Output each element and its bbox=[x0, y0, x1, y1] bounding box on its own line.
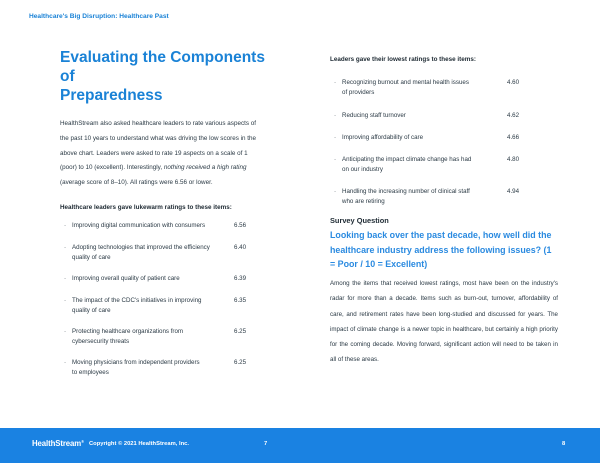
item-score: 6.25 bbox=[234, 358, 247, 366]
item-label: Reducing staff turnover bbox=[342, 112, 406, 119]
page-title bbox=[60, 48, 265, 105]
list-item bbox=[60, 296, 265, 316]
intro-emphasis: nothing received a high rating bbox=[163, 164, 247, 172]
item-score: 6.56 bbox=[234, 221, 247, 229]
lowest-heading: Leaders gave their lowest ratings to these items: bbox=[330, 56, 476, 63]
lukewarm-list bbox=[60, 220, 265, 420]
right-column bbox=[330, 56, 556, 416]
item-score: 6.25 bbox=[234, 327, 247, 335]
item-label: Moving physicians from independent providers to employees bbox=[72, 358, 200, 376]
healthstream-logo: HealthStream® bbox=[32, 439, 84, 448]
bullet: · bbox=[334, 79, 337, 86]
copyright-text: Copyright © 2021 HealthStream, Inc. bbox=[89, 441, 189, 447]
list-item bbox=[330, 133, 556, 143]
survey-question-text: Looking back over the past decade, how well did the healthcare industry address the following issues? (1 = Poor / 10 = Excellent) bbox=[330, 230, 552, 269]
item-score: 6.40 bbox=[234, 243, 247, 251]
item-score: 4.94 bbox=[507, 188, 520, 195]
item-label: Handling the increasing number of clinical staff who are retiring bbox=[342, 188, 470, 205]
list-item bbox=[60, 274, 265, 284]
bullet: · bbox=[64, 221, 67, 229]
list-item bbox=[330, 187, 556, 207]
item-score: 6.35 bbox=[234, 296, 247, 304]
lukewarm-heading: Healthcare leaders gave lukewarm ratings to these items: bbox=[60, 203, 232, 211]
item-label: Recognizing burnout and mental health issues of providers bbox=[342, 79, 469, 96]
title-line-2: Preparedness bbox=[60, 87, 163, 104]
list-item bbox=[60, 243, 265, 263]
list-item bbox=[60, 327, 265, 347]
item-label: The impact of the CDC's initiatives in improving quality of care bbox=[72, 296, 202, 314]
item-score: 4.80 bbox=[507, 156, 520, 163]
item-label: Protecting healthcare organizations from cybersecurity threats bbox=[72, 327, 184, 345]
closing-paragraph: Among the items that received lowest ratings, most have been on the industry's radar for more than a decade. Items such as burn-out, turnover, affordability of care, and retirement rates have been long-studied and discussed for years. The impact of climate change is a newer topic in healthcare, but certainly a high priority for the coming decade. Moving forward, significant action will need to be taken in all of these areas. bbox=[330, 280, 558, 364]
intro-tail: (average score of 8–10). All ratings were 6.56 or lower. bbox=[60, 179, 213, 187]
survey-question-label: Survey Question bbox=[330, 216, 389, 225]
list-item bbox=[330, 111, 556, 121]
lowest-list bbox=[330, 63, 556, 213]
bullet: · bbox=[64, 243, 67, 251]
item-label: Improving affordability of care bbox=[342, 134, 424, 141]
item-label: Improving digital communication with consumers bbox=[72, 221, 206, 229]
bullet: · bbox=[334, 112, 337, 119]
bullet: · bbox=[64, 296, 67, 304]
bullet: · bbox=[64, 274, 67, 282]
item-label: Anticipating the impact climate change has had on our industry bbox=[342, 156, 472, 173]
bullet: · bbox=[334, 156, 337, 163]
item-score: 4.66 bbox=[507, 134, 520, 141]
bullet: · bbox=[334, 134, 337, 141]
bullet: · bbox=[334, 188, 337, 195]
bullet: · bbox=[64, 358, 67, 366]
running-head: Healthcare's Big Disruption: Healthcare Past bbox=[29, 13, 169, 20]
title-line-1: Evaluating the Components of bbox=[60, 49, 265, 85]
bullet: · bbox=[64, 327, 67, 335]
left-column bbox=[60, 48, 265, 420]
page-number-right: 8 bbox=[562, 441, 566, 447]
list-item bbox=[330, 78, 556, 98]
item-score: 4.62 bbox=[507, 112, 520, 119]
page-number-left: 7 bbox=[264, 441, 268, 447]
intro-paragraph bbox=[60, 117, 265, 191]
list-item bbox=[60, 358, 265, 378]
list-item bbox=[60, 221, 265, 231]
item-score: 6.39 bbox=[234, 274, 247, 282]
footer-bar bbox=[0, 428, 600, 463]
intro-text: HealthStream also asked healthcare leaders to rate various aspects of the past 10 years to understand what was driving the low scores in the above chart. Leaders were asked to rate 19 aspects on a scale of 1 (poor) to 10 (excellent). Interestingly, bbox=[60, 120, 257, 172]
item-label: Adopting technologies that improved the efficiency quality of care bbox=[72, 243, 210, 261]
item-score: 4.60 bbox=[507, 79, 520, 86]
item-label: Improving overall quality of patient care bbox=[72, 274, 180, 282]
list-item bbox=[330, 155, 556, 175]
